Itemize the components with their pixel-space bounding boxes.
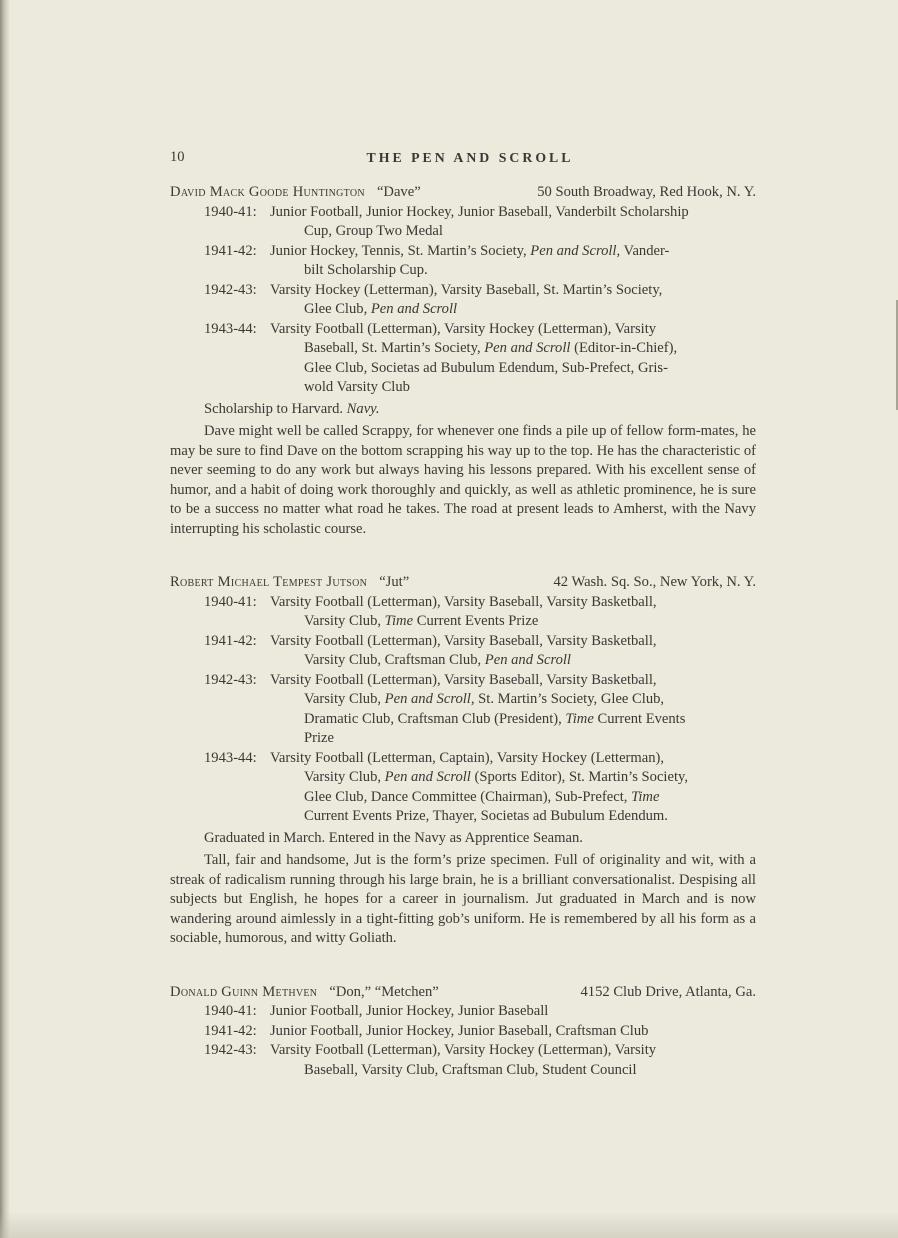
year-activities: [270, 749, 756, 827]
activity-text: Varsity Football (Letterman), Varsity Hockey (Letterman), Varsity: [270, 1042, 657, 1058]
year-record: [204, 749, 756, 827]
activity-text: Vander-: [620, 242, 670, 259]
activity-text: Junior Football, Junior Hockey, Junior Baseball: [270, 1003, 549, 1019]
year-record: [204, 203, 756, 242]
activity-line: [270, 632, 756, 652]
running-head: [170, 148, 756, 170]
year-label: 1942-43:: [204, 671, 257, 688]
activity-line: [270, 339, 756, 359]
year-record: [204, 1002, 756, 1022]
year-activities: [270, 632, 756, 671]
student-name: Robert Michael Tempest Jutson: [170, 574, 368, 590]
year-activities: [270, 1041, 756, 1080]
activity-line: [270, 768, 756, 788]
activity-text: wold Varsity Club: [304, 379, 410, 395]
activity-line: [270, 320, 756, 340]
activity-line: [270, 593, 756, 613]
activity-text: Cup, Group Two Medal: [304, 223, 443, 239]
summary-italic: Navy.: [346, 400, 380, 417]
year-activities: [270, 593, 756, 632]
page-number: 10: [170, 149, 185, 165]
entry-heading: [170, 573, 756, 593]
activity-line: [270, 242, 756, 262]
activity-line: [270, 1061, 756, 1081]
activity-line: [270, 690, 756, 710]
year-record: [204, 1022, 756, 1042]
running-title: THE PEN AND SCROLL: [366, 150, 574, 165]
activity-line: [270, 671, 756, 691]
activity-text: Varsity Club,: [304, 613, 385, 629]
publication-title: Pen and Scroll: [384, 769, 471, 785]
activity-line: [270, 710, 756, 730]
publication-title: Pen and Scroll,: [530, 242, 621, 259]
activity-line: [270, 281, 756, 301]
student-biography: Dave might well be called Scrappy, for whenever one finds a pile up of fellow form-mates, he may be sure to find Dave on the bottom scrapping his way up to the top. He has the characteristic of never seeming to do any work but always having his lessons prepared. With his excellent sense of humor, and a habit of doing work thoroughly and quickly, as well as athletic prominence, he is sure to be a success no matter what road he takes. The road at present leads to Amherst, with the Navy interrupting his scholastic course.: [170, 423, 756, 537]
year-activities: [270, 671, 756, 749]
activity-text: Junior Football, Junior Hockey, Junior Baseball, Craftsman Club: [270, 1022, 649, 1039]
year-label: 1941-42:: [204, 242, 257, 259]
activity-line: [270, 729, 756, 749]
activity-text: bilt Scholarship Cup.: [304, 262, 428, 278]
entry-summary: [204, 400, 756, 420]
summary-text: Graduated in March. Entered in the Navy as Apprentice Seaman.: [204, 829, 583, 846]
entries-list: [170, 183, 756, 1080]
activity-line: [270, 612, 756, 632]
activity-line: [270, 788, 756, 808]
activity-text: Varsity Hockey (Letterman), Varsity Baseball, St. Martin’s Society,: [270, 281, 663, 298]
student-nickname: “Dave”: [376, 184, 421, 200]
publication-title: Time: [565, 710, 594, 727]
activity-text: Glee Club, Dance Committee (Chairman), Sub-Prefect,: [304, 788, 632, 805]
student-name: David Mack Goode Huntington: [170, 184, 365, 200]
activity-line: [270, 1022, 756, 1042]
name-block: [170, 573, 409, 593]
year-activities: [270, 242, 756, 281]
name-block: [170, 983, 439, 1003]
activity-line: [270, 749, 756, 769]
activity-text: Junior Football, Junior Hockey, Junior Baseball, Vanderbilt Scholarship: [270, 203, 689, 220]
year-activities: [270, 281, 756, 320]
entry-heading: [170, 183, 756, 203]
student-entry: [170, 573, 756, 949]
activity-text: Varsity Football (Letterman), Varsity Baseball, Varsity Basketball,: [270, 593, 657, 610]
student-address: 50 South Broadway, Red Hook, N. Y.: [537, 184, 756, 200]
activity-line: [270, 378, 756, 398]
activity-line: [270, 203, 756, 223]
student-entry: [170, 983, 756, 1081]
year-label: 1941-42:: [204, 1022, 257, 1039]
activity-text: St. Martin’s Society, Glee Club,: [474, 691, 665, 707]
publication-title: Pen and Scroll,: [384, 691, 475, 707]
student-biography: Tall, fair and handsome, Jut is the form’s prize specimen. Full of originality and wit, with a streak of radicalism running through his large brain, he is a brilliant conversationalist. Despising all subjects but English, he hopes for a career in journalism. Jut graduated in March and is now wandering around aimlessly in a tight-fitting gob’s uniform. He is remembered by all his form as a sociable, humorous, and witty Goliath.: [170, 852, 756, 946]
year-activities: [270, 203, 756, 242]
year-record: [204, 242, 756, 281]
student-address: 42 Wash. Sq. So., New York, N. Y.: [553, 574, 756, 590]
entry-heading: [170, 983, 756, 1003]
activity-text: Varsity Football (Letterman), Varsity Baseball, Varsity Basketball,: [270, 632, 657, 649]
summary-text: Scholarship to Harvard.: [204, 400, 347, 417]
activity-text: (Sports Editor), St. Martin’s Society,: [470, 769, 689, 785]
student-address: 4152 Club Drive, Atlanta, Ga.: [580, 983, 756, 1000]
activity-text: Varsity Football (Letterman), Varsity Baseball, Varsity Basketball,: [270, 671, 657, 688]
activity-line: [270, 807, 756, 827]
activity-text: Baseball, St. Martin’s Society,: [304, 340, 485, 356]
year-activities: [270, 1022, 756, 1042]
year-activities: [270, 320, 756, 398]
publication-title: Pen and Scroll: [370, 301, 458, 317]
year-label: 1943-44:: [204, 320, 257, 337]
year-label: 1943-44:: [204, 749, 257, 766]
activity-line: [270, 1002, 756, 1022]
student-nickname: “Don,” “Metchen”: [329, 983, 439, 1000]
publication-title: Time: [384, 613, 414, 629]
page-content: [170, 148, 756, 1114]
year-activities: [270, 1002, 756, 1022]
activity-text: Current Events: [593, 710, 686, 727]
student-nickname: “Jut”: [379, 574, 410, 590]
year-record: [204, 320, 756, 398]
entry-summary: [204, 829, 756, 849]
activity-text: (Editor-in-Chief),: [570, 340, 678, 356]
activity-text: Dramatic Club, Craftsman Club (President),: [304, 710, 566, 727]
activity-text: Glee Club,: [304, 301, 371, 317]
activity-text: Glee Club, Societas ad Bubulum Edendum, Sub-Prefect, Gris-: [304, 359, 668, 376]
student-name: Donald Guinn Methven: [170, 983, 318, 1000]
student-entry: [170, 183, 756, 539]
activity-text: Varsity Football (Letterman), Varsity Hockey (Letterman), Varsity: [270, 320, 657, 337]
page-bottom-shade: [0, 1212, 898, 1238]
year-record: [204, 632, 756, 671]
year-label: 1940-41:: [204, 1003, 257, 1019]
year-label: 1940-41:: [204, 593, 257, 610]
year-label: 1942-43:: [204, 281, 257, 298]
name-block: [170, 183, 421, 203]
year-record: [204, 1041, 756, 1080]
publication-title: Pen and Scroll: [484, 340, 571, 356]
year-label: 1942-43:: [204, 1042, 257, 1058]
activity-line: [270, 359, 756, 379]
activity-line: [270, 300, 756, 320]
year-record: [204, 281, 756, 320]
activity-text: Varsity Club,: [304, 691, 385, 707]
activity-text: Varsity Club, Craftsman Club,: [304, 652, 485, 668]
year-record: [204, 671, 756, 749]
activity-line: [270, 222, 756, 242]
activity-text: Prize: [304, 730, 334, 746]
year-label: 1941-42:: [204, 632, 257, 649]
activity-text: Baseball, Varsity Club, Craftsman Club, Student Council: [304, 1061, 637, 1078]
activity-line: [270, 261, 756, 281]
year-label: 1940-41:: [204, 203, 257, 220]
publication-title: Time: [631, 788, 660, 805]
activity-line: [270, 1041, 756, 1061]
page-binding-edge: [0, 0, 10, 1238]
activity-text: Varsity Football (Letterman, Captain), Varsity Hockey (Letterman),: [270, 749, 665, 766]
activity-text: Current Events Prize: [413, 613, 539, 629]
activity-text: Junior Hockey, Tennis, St. Martin’s Society,: [270, 242, 531, 259]
activity-text: Varsity Club,: [304, 769, 385, 785]
activity-text: Current Events Prize, Thayer, Societas ad Bubulum Edendum.: [304, 808, 668, 824]
activity-line: [270, 651, 756, 671]
publication-title: Pen and Scroll: [484, 652, 571, 668]
year-record: [204, 593, 756, 632]
